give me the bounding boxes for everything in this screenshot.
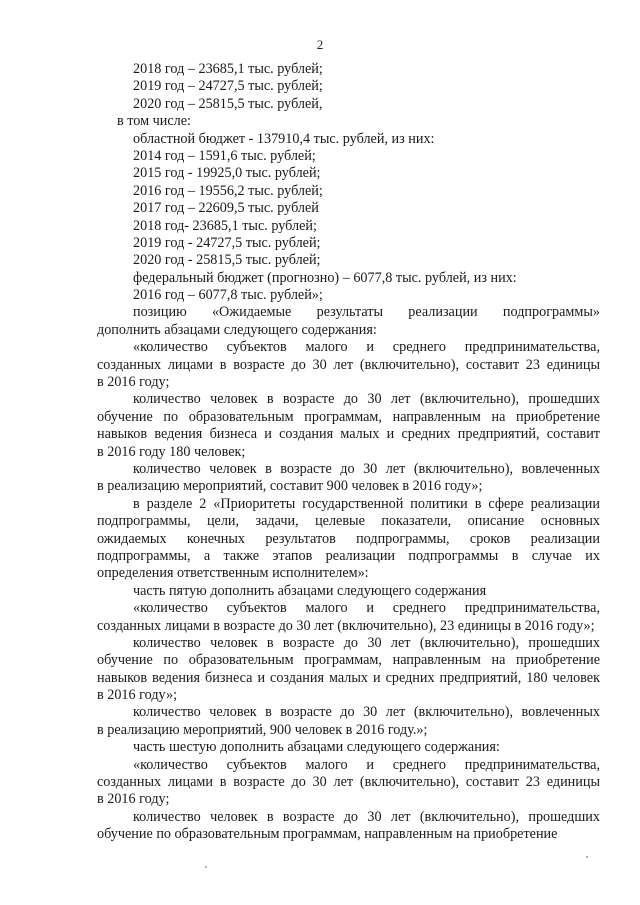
- paragraph: [97, 131, 600, 148]
- paragraph: [97, 287, 600, 304]
- text-line: «количество субъектов малого и среднего предпринимательства,: [133, 600, 600, 617]
- text-line: количество человек в возрасте до 30 лет (включительно), вовлеченных: [133, 704, 600, 721]
- paragraph: [97, 61, 600, 78]
- paragraph: [97, 600, 600, 635]
- text-line: «количество субъектов малого и среднего предпринимательства,: [133, 756, 600, 773]
- paragraph: [97, 78, 600, 95]
- page-number: 2: [316, 37, 324, 52]
- text-line: 2020 год – 25815,5 тыс. рублей,: [133, 95, 323, 112]
- text-line: 2020 год - 25815,5 тыс. рублей;: [133, 252, 321, 269]
- text-line: федеральный бюджет (прогнозно) – 6077,8 тыс. рублей, из них:: [133, 269, 517, 286]
- text-line: созданных лицами в возрасте до 30 лет (включительно), составит 23 единицы: [97, 356, 600, 373]
- text-line: в разделе 2 «Приоритеты государственной политики в сфере реализации: [133, 495, 600, 512]
- paragraph: [97, 583, 600, 600]
- paragraph: [97, 461, 600, 496]
- text-line: часть шестую дополнить абзацами следующего содержания:: [133, 739, 500, 756]
- text-line: 2018 год – 23685,1 тыс. рублей;: [133, 61, 323, 77]
- text-line: в реализацию мероприятий, 900 человек в 2016 году.»;: [97, 721, 428, 738]
- paragraph: [97, 165, 600, 182]
- paragraph: [97, 739, 600, 756]
- text-line: 2014 год – 1591,6 тыс. рублей;: [133, 147, 316, 164]
- text-line: 2018 год- 23685,1 тыс. рублей;: [133, 217, 317, 234]
- text-line: в 2016 году 180 человек;: [97, 443, 246, 460]
- paragraph: [97, 96, 600, 113]
- paragraph: [97, 200, 600, 217]
- text-line: подпрограммы, цели, задачи, целевые показатели, описание основных: [97, 513, 600, 530]
- text-line: в 2016 году;: [97, 374, 170, 391]
- text-line: в 2016 году;: [97, 791, 170, 808]
- paragraph: [97, 391, 600, 461]
- text-line: количество человек в возрасте до 30 лет (включительно), вовлеченных: [133, 460, 600, 477]
- paragraph: [97, 704, 600, 739]
- paragraph: [97, 304, 600, 339]
- text-line: обучение по образовательным программам, направленным на приобретение: [97, 408, 600, 425]
- text-line: созданных лицами в возрасте до 30 лет (включительно), 23 единицы в 2016 году»;: [97, 617, 595, 634]
- text-line: дополнить абзацами следующего содержания:: [97, 321, 377, 338]
- text-line: навыков ведения бизнеса и создания малых и средних предприятий, 180 человек: [97, 669, 600, 686]
- text-line: подпрограммы, а также этапов реализации подпрограммы в случае их: [97, 547, 600, 564]
- scan-speck: [586, 856, 588, 858]
- paragraph: [97, 496, 600, 583]
- text-line: позицию «Ожидаемые результаты реализации подпрограммы»: [133, 304, 600, 321]
- paragraph: [97, 252, 600, 269]
- text-line: обучение по образовательным программам, направленным на приобретение: [97, 826, 558, 843]
- scan-speck: [205, 866, 207, 868]
- text-line: количество человек в возрасте до 30 лет (включительно), прошедших: [133, 391, 600, 408]
- text-line: 2019 год – 24727,5 тыс. рублей;: [133, 78, 323, 95]
- text-line: навыков ведения бизнеса и создания малых и средних предприятий, составит: [97, 426, 600, 443]
- text-line: 2019 год - 24727,5 тыс. рублей;: [133, 234, 321, 251]
- paragraph: [97, 183, 600, 200]
- text-line: созданных лицами в возрасте до 30 лет (включительно), составит 23 единицы: [97, 774, 600, 791]
- paragraph: [97, 270, 600, 287]
- text-line: областной бюджет - 137910,4 тыс. рублей, из них:: [133, 130, 435, 147]
- text-line: 2015 год - 19925,0 тыс. рублей;: [133, 165, 321, 182]
- text-line: количество человек в возрасте до 30 лет (включительно), прошедших: [133, 808, 600, 825]
- text-line: 2016 год – 6077,8 тыс. рублей»;: [133, 287, 323, 304]
- text-line: в 2016 году»;: [97, 687, 178, 704]
- paragraph: [97, 148, 600, 165]
- text-line: в реализацию мероприятий, составит 900 человек в 2016 году»;: [97, 478, 483, 495]
- paragraph: [97, 635, 600, 705]
- text-line: в том числе:: [117, 113, 191, 130]
- text-line: 2017 год – 22609,5 тыс. рублей: [133, 200, 319, 217]
- paragraph: [97, 757, 600, 809]
- text-line: часть пятую дополнить абзацами следующего содержания: [133, 582, 487, 599]
- paragraph: [97, 235, 600, 252]
- text-line: определения ответственным исполнителем»:: [97, 565, 369, 582]
- document-body: [97, 61, 600, 844]
- paragraph: [97, 113, 600, 130]
- text-line: «количество субъектов малого и среднего предпринимательства,: [133, 339, 600, 356]
- text-line: количество человек в возрасте до 30 лет (включительно), прошедших: [133, 634, 600, 651]
- text-line: обучение по образовательным программам, направленным на приобретение: [97, 652, 600, 669]
- text-line: 2016 год – 19556,2 тыс. рублей;: [133, 182, 323, 199]
- paragraph: [97, 339, 600, 391]
- text-line: ожидаемых конечных результатов подпрограммы, сроков реализации: [97, 530, 600, 547]
- paragraph: [97, 809, 600, 844]
- paragraph: [97, 218, 600, 235]
